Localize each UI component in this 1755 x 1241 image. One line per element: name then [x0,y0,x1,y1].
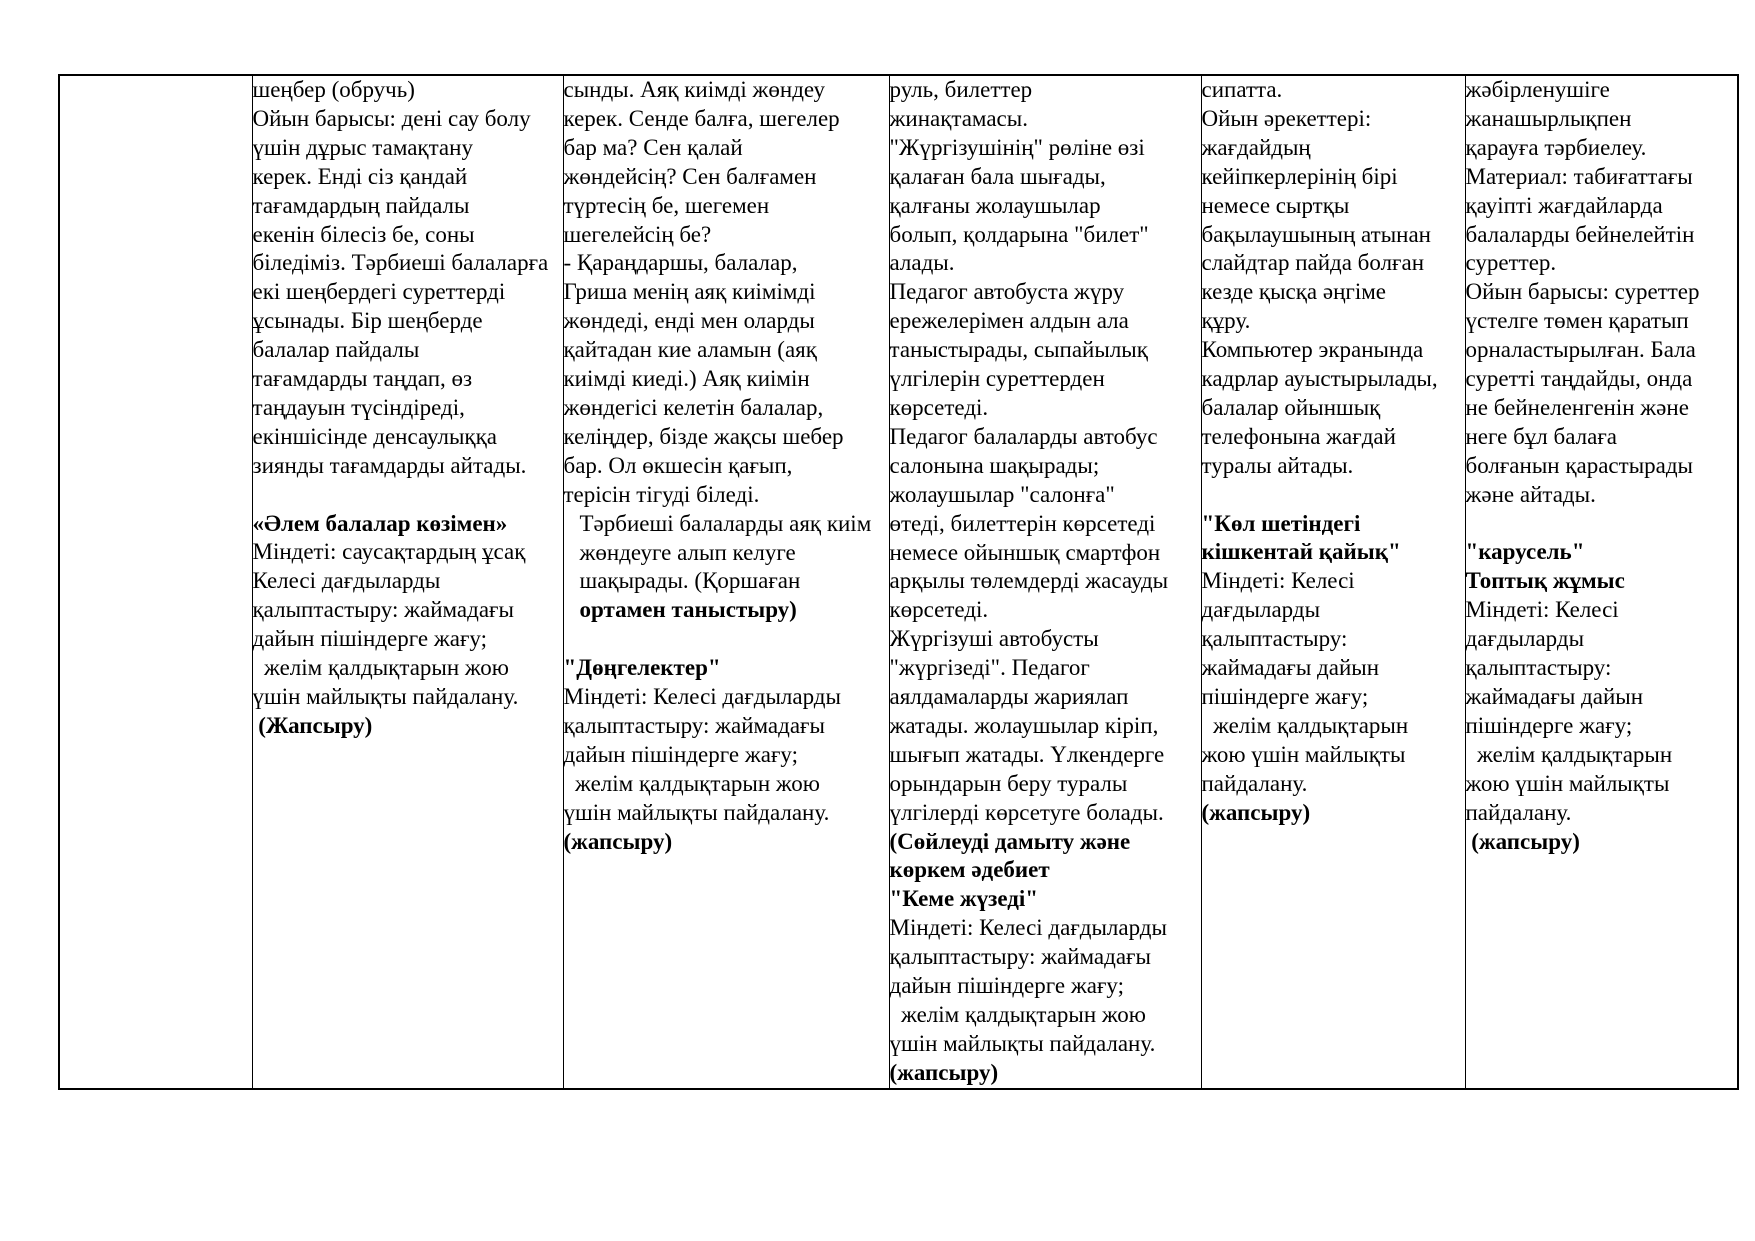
text-line: үлгілерді көрсетуге болады. [889,799,1164,825]
text-line: шеңбер (обручь) [252,77,415,102]
text-line: дайын пішіндерге жағу; [252,626,487,652]
text-line: Міндеті: Келесі дағдыларды [889,915,1167,941]
text-line: салонына шақырады; [889,452,1100,478]
text-line [1466,510,1738,539]
text-line: желім қалдықтарын [1201,712,1409,738]
text-line: орындарын беру туралы [889,770,1128,796]
text-line: «Әлем балалар көзімен» [252,510,508,536]
text-line: бақылаушының атынан [1201,221,1431,247]
text-line: құру. [1201,308,1251,334]
text-line: қалыптастыру: жаймадағы [563,712,825,738]
text-line: қарауға тәрбиелеу. [1465,134,1647,160]
text-line: ұсынады. Бір шеңберде [252,308,483,334]
text-line: Педагог автобуста жүру [889,279,1125,305]
text-line: орналастырылған. Бала [1465,337,1696,363]
table-cell-col-5 [1201,75,1465,1089]
text-line: дайын пішіндерге жағу; [889,973,1124,999]
text-line: "Кеме жүзеді" [889,886,1039,912]
text-line: тағамдардың пайдалы [252,192,470,218]
text-line: көркем әдебиет [889,857,1050,883]
text-line: жаймадағы дайын [1465,684,1644,710]
text-line: жою үшін майлықты [1465,770,1670,796]
text-line: Міндеті: саусақтардың ұсақ [252,539,526,565]
text-line: қалыптастыру: жаймадағы [252,597,514,623]
text-line: "Көл шетіндегі [1201,510,1361,536]
text-line: аялдамаларды жариялап [889,684,1129,710]
text-line: бар ма? Сен қалай [563,134,743,160]
text-line: балалар пайдалы [252,337,420,363]
text-line: Ойын барысы: суреттер [1465,279,1700,305]
text-line: "карусель" [1465,539,1585,565]
text-line: келіңдер, бізде жақсы шебер [563,423,844,449]
text-line: (Сөйлеуді дамыту және [889,828,1131,854]
text-line [564,625,889,654]
text-line: слайдтар пайда болған [1201,250,1425,276]
text-line: желім қалдықтарын жою [563,770,820,796]
text-line: Гриша менің аяқ киімімді [563,279,816,305]
text-line: үшін майлықты пайдалану. [563,799,830,825]
text-line [1202,481,1465,510]
text-line: желім қалдықтарын жою [889,1002,1146,1027]
text-line: желім қалдықтарын [1465,741,1673,767]
text-line: қалыптастыру: [1465,655,1612,681]
text-line: "Жүргізушінің" рөліне өзі [889,134,1145,160]
text-line: руль, билеттер [889,77,1033,102]
text-line: Тәрбиеші балаларды аяқ киім [579,510,872,536]
text-line: біледіміз. Тәрбиеші балаларға [252,250,549,276]
text-line: немесе сыртқы [1201,192,1350,218]
text-line: екенін білесіз бе, соны [252,221,475,247]
text-line: Топтық жұмыс [1465,568,1625,594]
text-line: Жүргізуші автобусты [889,626,1099,652]
text-line: (Жапсыру) [252,712,373,738]
text-line: Келесі дағдыларды [252,568,441,594]
text-line: балалар ойыншық [1201,394,1381,420]
table-cell-col-6 [1465,75,1738,1089]
text-line: керек. Енді сіз қандай [252,163,468,189]
text-line: таныстырады, сыпайылық [889,337,1148,363]
text-line: үшін майлықты пайдалану. [252,684,519,710]
text-line: жөндейсің? Сен балғамен [563,163,817,189]
text-line: пішіндерге жағу; [1201,684,1369,710]
text-line: түртесің бе, шегемен [563,192,770,218]
text-line: желім қалдықтарын жою [252,655,509,681]
text-line: Материал: табиғаттағы [1465,163,1693,189]
text-line: шегелейсің бе? [563,221,712,247]
text-line: балаларды бейнелейтін [1465,221,1695,247]
text-line: көрсетеді. [889,597,989,623]
text-line: зиянды тағамдарды айтады. [252,452,527,478]
text-line: таңдауын түсіндіреді, [252,394,465,420]
text-line: немесе ойыншық смартфон [889,539,1161,565]
text-line: неге бұл балаға [1465,423,1617,449]
text-line: пішіндерге жағу; [1465,712,1633,738]
text-line: Педагог балаларды автобус [889,423,1158,449]
text-line: бар. Ол өкшесін қағып, [563,452,793,478]
text-line: кадрлар ауыстырылады, [1201,366,1438,392]
text-line: Компьютер экранында [1201,337,1424,363]
text-line: болғанын қарастырады [1465,452,1694,478]
text-line: үлгілерін суреттерден [889,366,1105,392]
text-line: өтеді, билеттерін көрсетеді [889,510,1156,536]
text-line: терісін тігуді біледі. [563,481,760,507]
text-line: қалаған бала шығады, [889,163,1106,189]
text-line: шығып жатады. Үлкендерге [889,741,1165,767]
text-line: жолаушылар "салонға" [889,481,1115,507]
text-line: жанашырлықпен [1465,105,1632,131]
text-line: үстелге төмен қаратып [1465,308,1689,334]
text-line: қалыптастыру: [1201,626,1348,652]
text-line: ережелерімен алдын ала [889,308,1129,334]
text-line: керек. Сенде балға, шегелер [563,105,840,131]
table-cell-col-4 [889,75,1201,1089]
text-line: арқылы төлемдерді жасауды [889,568,1169,594]
lesson-plan-table [58,74,1739,1090]
text-line: жою үшін майлықты [1201,741,1406,767]
text-line: пайдалану. [1201,770,1308,796]
text-line: жинақтамасы. [889,105,1028,131]
text-line: Ойын әрекеттері: [1201,105,1372,131]
text-line: үшін дұрыс тамақтану [252,134,473,160]
text-line: тағамдарды таңдап, өз [252,366,473,392]
text-line: қауіпті жағдайларда [1465,192,1663,218]
text-line: сипатта. [1201,77,1283,102]
text-line [253,481,563,510]
table-cell-col-2 [252,75,563,1089]
text-line: жәбірленушіге [1465,77,1610,102]
text-line: қалғаны жолаушылар [889,192,1101,218]
text-line: суреттер. [1465,250,1557,276]
text-line: үшін майлықты пайдалану. [889,1030,1156,1056]
text-line: дағдыларды [1201,597,1321,623]
text-line: (жапсыру) [889,1059,999,1085]
text-line: жағдайдың [1201,134,1311,160]
table-cell-col-1 [59,75,252,1089]
text-line: алады. [889,250,955,276]
text-line: жөндеді, енді мен оларды [563,308,815,334]
text-line: "жүргізеді". Педагог [889,655,1090,681]
text-line: кезде қысқа әңгіме [1201,279,1386,305]
text-line: жөндеуге алып келуге [579,539,796,565]
text-line: пайдалану. [1465,799,1572,825]
text-line: көрсетеді. [889,394,989,420]
text-line: (жапсыру) [563,828,673,854]
text-line: жаймадағы дайын [1201,655,1380,681]
text-line: Ойын барысы: дені сау болу [252,105,531,131]
text-line: "Дөңгелектер" [563,655,721,681]
text-line: не бейнеленгенін және [1465,394,1689,420]
text-line: дайын пішіндерге жағу; [563,741,798,767]
text-line: қалыптастыру: жаймадағы [889,944,1151,970]
text-line: жөндегісі келетін балалар, [563,394,824,420]
text-line: дағдыларды [1465,626,1585,652]
text-line: ортамен таныстыру) [579,597,797,623]
table-row [59,75,1738,1089]
text-line: Міндеті: Келесі [1465,597,1619,623]
text-line: туралы айтады. [1201,452,1354,478]
text-line: киімді киеді.) Аяқ киімін [563,366,810,392]
text-line: телефонына жағдай [1201,423,1396,449]
text-line: жатады. жолаушылар кіріп, [889,712,1159,738]
table-cell-col-3 [563,75,889,1089]
text-line: кішкентай қайық" [1201,539,1401,565]
text-line: (жапсыру) [1465,828,1580,854]
text-line: сынды. Аяқ киімді жөндеу [563,77,826,102]
text-line: екіншісінде денсаулыққа [252,423,497,449]
text-line: кейіпкерлерінің бірі [1201,163,1398,189]
text-line: қайтадан кие аламын (аяқ [563,337,817,363]
text-line: суретті таңдайды, онда [1465,366,1693,392]
text-line: болып, қолдарына "билет" [889,221,1149,247]
text-line: (жапсыру) [1201,799,1311,825]
text-line: Міндеті: Келесі дағдыларды [563,684,841,710]
text-line: шақырады. (Қоршаған [579,568,801,594]
text-line: және айтады. [1465,481,1596,507]
text-line: Міндеті: Келесі [1201,568,1355,594]
text-line: екі шеңбердегі суреттерді [252,279,506,305]
text-line: - Қараңдаршы, балалар, [563,250,798,276]
